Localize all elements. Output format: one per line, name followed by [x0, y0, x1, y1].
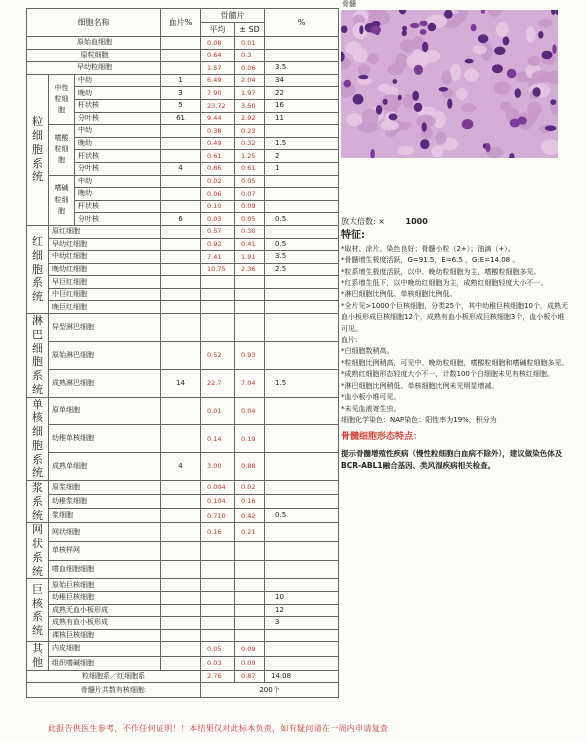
ref-sd: 0.30: [235, 225, 265, 238]
cell-name: 晚幼红细胞: [49, 263, 161, 276]
cell-name: 成熟有血小板形成: [49, 617, 161, 630]
header-cell-name: 细胞名称: [27, 9, 161, 37]
blood-pct: [161, 523, 201, 542]
ref-mean: 0.06: [201, 188, 235, 201]
ref-mean: 10.75: [201, 263, 235, 276]
blood-pct: [161, 263, 201, 276]
ref-mean: 0.16: [201, 523, 235, 542]
cell-count-table: [26, 8, 339, 698]
finding-item: *取材、涂片、染色良好；骨髓小粒（2+）；油滴（+）。: [341, 244, 515, 253]
finding-item: 细胞化学染色：NAP染色：阳性率为19%，积分为: [341, 415, 497, 424]
ref-sd: 0.23: [235, 125, 265, 138]
ref-mean: 0.61: [201, 150, 235, 163]
table-row: [27, 481, 339, 495]
marrow-pct: [265, 579, 339, 592]
finding-item: *淋巴细胞比例低、单核细胞比例低。: [341, 290, 457, 299]
marrow-pct: 0.5: [265, 509, 339, 523]
table-row: [27, 238, 339, 251]
blood-pct: [161, 629, 201, 642]
cell-name: 成熟无血小板形成: [49, 604, 161, 617]
table-row: [27, 642, 339, 656]
total-label: 骨髓片共数有核细胞:: [27, 683, 201, 698]
blood-pct: [161, 150, 201, 163]
ref-mean: 0.03: [201, 656, 235, 670]
cell-name: 幼稚浆细胞: [49, 495, 161, 509]
cell-name: 杆状核: [75, 99, 161, 112]
ref-mean: [201, 288, 235, 301]
table-row: [27, 560, 339, 579]
ref-sd: 2.04: [235, 74, 265, 87]
cell-name: 分叶核: [75, 162, 161, 175]
blood-pct: [161, 225, 201, 238]
marrow-pct: [265, 276, 339, 289]
header-blood: 血片%: [161, 9, 201, 37]
ref-mean: 0.64: [201, 49, 235, 62]
ref-sd: 0.09: [235, 200, 265, 213]
table-row: [27, 251, 339, 264]
ref-sd: 0.88: [235, 453, 265, 481]
ref-sd: 0.09: [235, 656, 265, 670]
ref-mean: 0.004: [201, 481, 235, 495]
diagnosis-conclusion: 提示骨髓增殖性疾病（慢性粒细胞白血病不除外），建议做染色体及BCR-ABL1融合基因、类风湿疾病相关检查。: [341, 448, 563, 470]
magnification-line: [341, 216, 571, 227]
ref-mean: 0.05: [201, 642, 235, 656]
ref-sd: 1.25: [235, 150, 265, 163]
blood-pct: [161, 579, 201, 592]
ref-mean: 0.10: [201, 200, 235, 213]
ref-mean: [201, 604, 235, 617]
marrow-pct: [265, 425, 339, 453]
table-row: [27, 276, 339, 289]
ref-sd: [235, 276, 265, 289]
group-label: 淋巴细 胞系统: [27, 314, 49, 398]
blood-pct: 6: [161, 213, 201, 226]
blood-pct: [161, 301, 201, 314]
blood-pct: [161, 560, 201, 579]
marrow-pct: 3: [265, 617, 339, 630]
table-row: [27, 49, 339, 62]
finding-item: 血片:: [341, 336, 358, 345]
ref-mean: 3.00: [201, 453, 235, 481]
finding-item: *红系增生低下，以中晚幼红细胞为主，成熟红细胞轻度大小不一。: [341, 279, 548, 288]
cell-name: 晚巨红细胞: [49, 301, 161, 314]
blood-pct: [161, 591, 201, 604]
marrow-pct: [265, 37, 339, 50]
cell-name: 早幼粒细胞: [27, 62, 161, 75]
header-sd: ± SD: [235, 23, 265, 37]
ref-mean: 0.52: [201, 341, 235, 369]
blood-pct: [161, 49, 201, 62]
marrow-pct: [265, 225, 339, 238]
group-label: 浆系统: [27, 481, 49, 523]
diagnosis-title: 骨髓细胞形态特点：: [341, 432, 423, 443]
ref-sd: [235, 591, 265, 604]
cell-name: 原浆细胞: [49, 481, 161, 495]
subgroup-label: 嗜碱 粒细 胞: [49, 175, 75, 225]
blood-pct: [161, 604, 201, 617]
ref-sd: [235, 301, 265, 314]
cell-name: 成熟单细胞: [49, 453, 161, 481]
ref-sd: [235, 617, 265, 630]
cell-name: 裸核巨核细胞: [49, 629, 161, 642]
table-row: [27, 341, 339, 369]
ref-sd: 0.06: [235, 62, 265, 75]
blood-pct: [161, 288, 201, 301]
ref-mean: 0.03: [201, 213, 235, 226]
cell-name: 分叶核: [75, 112, 161, 125]
total-row: [27, 683, 339, 698]
ref-sd: 0.09: [235, 642, 265, 656]
marrow-micrograph: [341, 10, 558, 158]
ref-mean: 6.49: [201, 74, 235, 87]
marrow-pct: 12: [265, 604, 339, 617]
finding-item: *血小板小堆可见。: [341, 393, 401, 402]
cell-name: 晚幼: [75, 137, 161, 150]
ref-mean: [201, 629, 235, 642]
blood-pct: [161, 656, 201, 670]
blood-pct: [161, 251, 201, 264]
ref-mean: 23.72: [201, 99, 235, 112]
cell-name: 成熟淋巴细胞: [49, 369, 161, 397]
cell-name: 嗜血细胞细胞: [49, 560, 161, 579]
ref-sd: 0.05: [235, 175, 265, 188]
ratio-sd: 0.87: [235, 670, 265, 683]
finding-item: *粒系增生极度活跃，以中、晚幼粒细胞为主，嗜酸粒细胞多见。: [341, 267, 541, 276]
table-header-row: [27, 9, 339, 23]
ref-mean: [201, 314, 235, 342]
marrow-pct: [265, 188, 339, 201]
finding-item: *骨髓增生极度活跃，G=91.5，E=6.5 ，G:E=14.08 。: [341, 256, 520, 265]
ref-mean: 1.57: [201, 62, 235, 75]
ratio-label: 粒细胞系／红细胞系: [27, 670, 201, 683]
marrow-pct: 2: [265, 150, 339, 163]
marrow-pct: [265, 453, 339, 481]
marrow-pct: 10: [265, 591, 339, 604]
table-row: [27, 453, 339, 481]
blood-pct: [161, 125, 201, 138]
ratio-row: [27, 670, 339, 683]
ref-mean: [201, 276, 235, 289]
ref-mean: [201, 541, 235, 560]
marrow-pct: 2.5: [265, 263, 339, 276]
blood-pct: [161, 495, 201, 509]
finding-item: *全片见>1000个巨核细胞，分类25个，其中幼稚巨核细胞10个，成熟无血小板形成巨核细胞12个，成熟有血小板形成巨核细胞3个，血小板小堆可见。: [341, 301, 568, 333]
marrow-pct: [265, 642, 339, 656]
subgroup-label: 嗜酸 粒细 胞: [49, 125, 75, 175]
ref-sd: 0.93: [235, 341, 265, 369]
blood-pct: [161, 617, 201, 630]
cell-name: 中幼: [75, 74, 161, 87]
blood-pct: 4: [161, 453, 201, 481]
blood-pct: 3: [161, 87, 201, 100]
ref-sd: 0.21: [235, 523, 265, 542]
blood-pct: [161, 541, 201, 560]
table-row: [27, 397, 339, 425]
cell-name: 单核样网: [49, 541, 161, 560]
table-row: [27, 591, 339, 604]
ref-sd: [235, 560, 265, 579]
ref-mean: [201, 560, 235, 579]
blood-pct: [161, 642, 201, 656]
blood-pct: [161, 341, 201, 369]
finding-item: *白细胞数稍高。: [341, 347, 394, 356]
table-row: [27, 225, 339, 238]
marrow-pct: [265, 495, 339, 509]
ref-mean: 0.104: [201, 495, 235, 509]
blood-pct: [161, 188, 201, 201]
cell-name: 中幼红细胞: [49, 251, 161, 264]
micrograph-image: [341, 10, 558, 158]
ref-sd: 2.92: [235, 112, 265, 125]
table-row: [27, 541, 339, 560]
blood-pct: [161, 62, 201, 75]
table-row: [27, 74, 339, 87]
marrow-pct: [265, 541, 339, 560]
marrow-pct: 22: [265, 87, 339, 100]
table-row: [27, 125, 339, 138]
marrow-pct: [265, 560, 339, 579]
cell-name: 内皮细胞: [49, 642, 161, 656]
ref-mean: 0.14: [201, 425, 235, 453]
magnification-label: 放大倍数: ×: [341, 217, 385, 226]
group-label: 单核细 胞系统: [27, 397, 49, 481]
cell-name: 组织嗜碱细胞: [49, 656, 161, 670]
cell-name: 早幼红细胞: [49, 238, 161, 251]
marrow-pct: [265, 175, 339, 188]
header-mean: 平均: [201, 23, 235, 37]
group-label: 巨核系统: [27, 579, 49, 642]
table-row: [27, 523, 339, 542]
table-row: [27, 509, 339, 523]
cell-name: 原粒细胞: [27, 49, 161, 62]
marrow-pct: [265, 288, 339, 301]
ref-sd: 0.3: [235, 49, 265, 62]
ref-mean: 22.7: [201, 369, 235, 397]
ref-mean: 0.08: [201, 37, 235, 50]
marrow-pct: 1.5: [265, 369, 339, 397]
table-row: [27, 175, 339, 188]
ref-mean: 0.86: [201, 162, 235, 175]
ref-sd: 0.42: [235, 509, 265, 523]
cell-name: 幼稚单核细胞: [49, 425, 161, 453]
blood-pct: [161, 200, 201, 213]
table-row: [27, 604, 339, 617]
marrow-pct: [265, 656, 339, 670]
marrow-pct: [265, 397, 339, 425]
table-row: [27, 656, 339, 670]
magnification-value: 1000: [405, 217, 428, 226]
blood-pct: 61: [161, 112, 201, 125]
marrow-pct: [265, 481, 339, 495]
ref-mean: 0.92: [201, 238, 235, 251]
blood-pct: [161, 238, 201, 251]
ref-mean: [201, 579, 235, 592]
group-label: 网 状 系 统: [27, 523, 49, 579]
ratio-mean: 2.76: [201, 670, 235, 683]
table-row: [27, 617, 339, 630]
cell-name: 原始淋巴细胞: [49, 341, 161, 369]
cell-name: 晚幼: [75, 188, 161, 201]
blood-pct: [161, 175, 201, 188]
marrow-pct: 11: [265, 112, 339, 125]
cell-name: 原单细胞: [49, 397, 161, 425]
marrow-pct: [265, 523, 339, 542]
ref-sd: 0.61: [235, 162, 265, 175]
blood-pct: [161, 425, 201, 453]
cell-name: 晚幼: [75, 87, 161, 100]
marrow-pct: [265, 341, 339, 369]
marrow-pct: [265, 629, 339, 642]
blood-pct: 4: [161, 162, 201, 175]
table-row: [27, 579, 339, 592]
group-label: 粒 细 胞 系 统: [27, 74, 49, 225]
marrow-pct: 16: [265, 99, 339, 112]
cell-name: 原红细胞: [49, 225, 161, 238]
table-row: [27, 425, 339, 453]
finding-item: *未见血液寄生虫。: [341, 404, 401, 413]
table-row: [27, 495, 339, 509]
marrow-pct: [265, 200, 339, 213]
ref-mean: 7.41: [201, 251, 235, 264]
ref-mean: 9.44: [201, 112, 235, 125]
ref-mean: 0.49: [201, 137, 235, 150]
blood-pct: 5: [161, 99, 201, 112]
features-list: [341, 244, 571, 427]
ref-sd: 0.16: [235, 495, 265, 509]
cell-name: 中巨红细胞: [49, 288, 161, 301]
table-row: [27, 629, 339, 642]
marrow-pct: [265, 125, 339, 138]
ratio-value: 14.08: [265, 670, 339, 683]
finding-item: *成熟红细胞形态轻度大小不一，计数100个白细胞未见有核红细胞。: [341, 370, 554, 379]
ref-sd: 1.97: [235, 87, 265, 100]
table-row: [27, 62, 339, 75]
ref-mean: [201, 617, 235, 630]
table-row: [27, 301, 339, 314]
ref-sd: 2.36: [235, 263, 265, 276]
ref-sd: [235, 579, 265, 592]
marrow-pct: 1.5: [265, 137, 339, 150]
cell-name: 中幼: [75, 125, 161, 138]
blood-pct: [161, 37, 201, 50]
blood-pct: [161, 137, 201, 150]
ref-mean: 7.90: [201, 87, 235, 100]
blood-pct: [161, 314, 201, 342]
marrow-pct: [265, 49, 339, 62]
ref-sd: 0.01: [235, 37, 265, 50]
cell-name: 早巨红细胞: [49, 276, 161, 289]
ref-sd: [235, 288, 265, 301]
marrow-pct: 34: [265, 74, 339, 87]
ref-sd: 0.02: [235, 481, 265, 495]
ref-mean: [201, 301, 235, 314]
subgroup-label: 中性 粒细 胞: [49, 74, 75, 124]
ref-mean: 0.02: [201, 175, 235, 188]
blood-pct: 1: [161, 74, 201, 87]
cell-name: 网状细胞: [49, 523, 161, 542]
marrow-pct: [265, 301, 339, 314]
marrow-pct: 3.5: [265, 62, 339, 75]
ref-sd: 1.91: [235, 251, 265, 264]
marrow-pct: 3.5: [265, 251, 339, 264]
features-title: 特征:: [341, 230, 365, 242]
cell-name: 杆状核: [75, 200, 161, 213]
cell-name: 中幼: [75, 175, 161, 188]
photo-title: 骨髓: [342, 0, 356, 8]
cell-name: 原始血细胞: [27, 37, 161, 50]
cell-name: 分叶核: [75, 213, 161, 226]
cell-name: 浆细胞: [49, 509, 161, 523]
ref-sd: 7.04: [235, 369, 265, 397]
ref-sd: [235, 314, 265, 342]
blood-pct: 14: [161, 369, 201, 397]
marrow-pct: 1: [265, 162, 339, 175]
findings-panel: [341, 216, 571, 472]
finding-item: *粒细胞比例稍高，可见中、晚幼粒细胞，嗜酸粒细胞和嗜碱粒细胞多见。: [341, 358, 569, 367]
marrow-pct: 0.5: [265, 213, 339, 226]
blood-pct: [161, 276, 201, 289]
marrow-pct: 0.5: [265, 238, 339, 251]
cell-name: 原始巨核细胞: [49, 579, 161, 592]
group-label: 红 细 胞 系 统: [27, 225, 49, 313]
ref-mean: [201, 591, 235, 604]
ref-sd: [235, 541, 265, 560]
table-row: [27, 288, 339, 301]
ref-mean: 0.01: [201, 397, 235, 425]
table-row: [27, 263, 339, 276]
group-label: 其 他: [27, 642, 49, 671]
finding-item: *淋巴细胞比例稍低、单核细胞比例未见明显增减。: [341, 381, 499, 390]
ref-sd: 0.19: [235, 425, 265, 453]
header-marrow: 骨髓片: [201, 9, 265, 23]
cell-name: 幼稚巨核细胞: [49, 591, 161, 604]
cell-name: 杆状核: [75, 150, 161, 163]
blood-pct: [161, 509, 201, 523]
cell-name: 异型淋巴细胞: [49, 314, 161, 342]
blood-pct: [161, 481, 201, 495]
ref-sd: 0.05: [235, 213, 265, 226]
blood-pct: [161, 397, 201, 425]
ref-sd: [235, 604, 265, 617]
ref-mean: 0.710: [201, 509, 235, 523]
table-row: [27, 369, 339, 397]
ref-mean: 0.57: [201, 225, 235, 238]
ref-sd: 0.07: [235, 188, 265, 201]
table-row: [27, 37, 339, 50]
header-pct: %: [265, 9, 339, 37]
total-value: 200个: [201, 683, 339, 698]
ref-sd: 0.41: [235, 238, 265, 251]
ref-mean: 0.38: [201, 125, 235, 138]
ref-sd: 0.32: [235, 137, 265, 150]
marrow-pct: [265, 314, 339, 342]
ref-sd: 0.04: [235, 397, 265, 425]
ref-sd: 3.50: [235, 99, 265, 112]
footer-disclaimer: 此报告供医生参考，不作任何证明！！本结果仅对此标本负责，如有疑问请在一周内申请复查: [48, 724, 389, 733]
table-row: [27, 314, 339, 342]
ref-sd: [235, 629, 265, 642]
